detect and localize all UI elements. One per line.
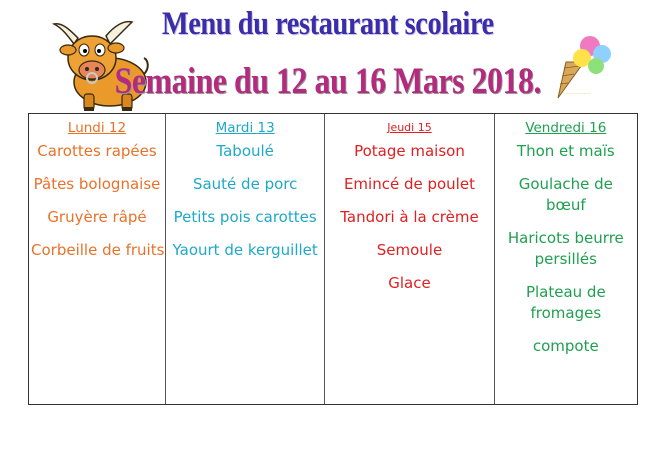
dish-item: Semoule — [376, 241, 443, 259]
dish-item: Sauté de porc — [192, 175, 298, 193]
ice-cream-caption: ~~~~~~~~~~ — [566, 91, 592, 95]
dish-item: Gruyère râpé — [47, 208, 147, 226]
dish-item: Yaourt de kerguillet — [172, 241, 318, 259]
dish-item: Carottes rapées — [37, 142, 157, 160]
day-column-mardi — [166, 114, 325, 404]
dish-item: Emincé de poulet — [343, 175, 475, 193]
dish-item: Taboulé — [216, 142, 274, 160]
dish-list — [166, 141, 324, 261]
dish-item: Haricots beurre persillés — [507, 229, 624, 268]
day-column-jeudi — [325, 114, 494, 404]
dish-item: Potage maison — [354, 142, 465, 160]
dish-item: Goulache de bœuf — [518, 175, 613, 214]
dish-item: Pâtes bolognaise — [33, 175, 161, 193]
week-subtitle: Semaine du 12 au 16 Mars 2018. — [114, 61, 541, 102]
menu-table — [28, 113, 638, 405]
day-heading: Mardi 13 — [215, 120, 275, 136]
dish-item: compote — [532, 337, 599, 355]
dish-list — [29, 141, 165, 261]
dish-item: Petits pois carottes — [173, 208, 317, 226]
day-heading: Lundi 12 — [67, 120, 127, 136]
day-column-vendredi — [495, 114, 637, 404]
day-heading: Jeudi 15 — [387, 121, 432, 134]
dish-item: Corbeille de fruits — [31, 241, 165, 259]
dish-list — [495, 141, 637, 357]
dish-item: Tandori à la crème — [340, 208, 479, 226]
dish-item: Plateau de fromages — [525, 283, 606, 322]
dish-item: Glace — [388, 274, 431, 292]
dish-item: Thon et maïs — [516, 142, 615, 160]
page-title: Menu du restaurant scolaire — [161, 6, 494, 42]
day-column-lundi — [29, 114, 166, 404]
day-heading: Vendredi 16 — [525, 120, 607, 136]
dish-list — [325, 141, 493, 294]
